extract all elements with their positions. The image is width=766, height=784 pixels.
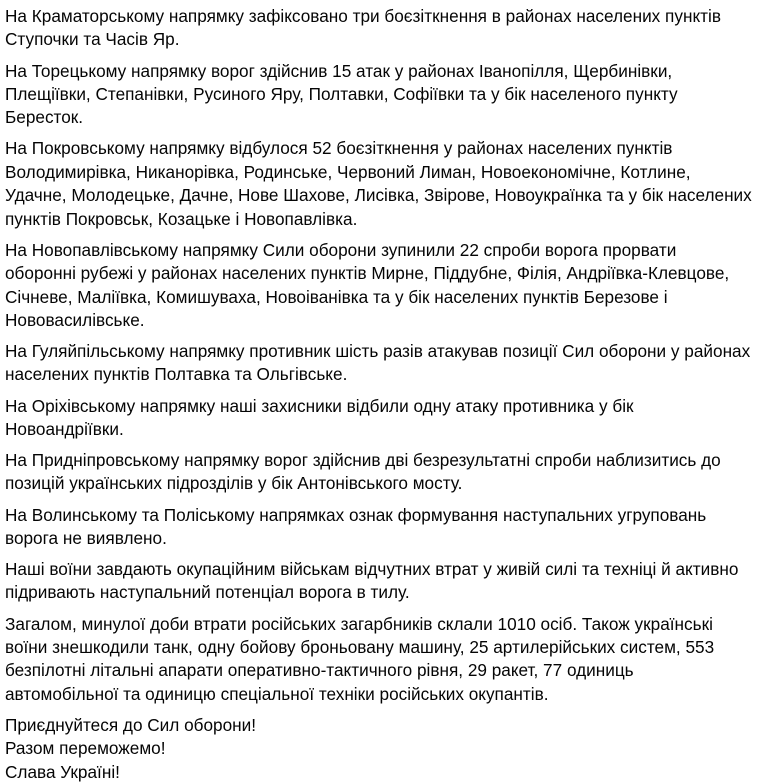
post-paragraph-volyn-polissia: На Волинському та Поліському напрямках ознак формування наступальних угруповань ворога не виявлено. bbox=[5, 504, 707, 548]
post-body bbox=[5, 5, 763, 784]
closing-line-join: Приєднуйтеся до Сил оборони! bbox=[5, 714, 257, 735]
post-paragraph-losses: Загалом, минулої доби втрати російських загарбників склали 1010 осіб. Також українські воїни знешкодили танк, одну бойову броньовану машину, 25 артилерійських систем, 553 безпілотні літальні апарати оперативно-тактичного рівня, 29 ракет, 77 одиниць автомобільної та одиницю спеціальної техніки російських окупантів. bbox=[5, 613, 715, 704]
post-paragraph-summary: Наші воїни завдають окупаційним військам відчутних втрат у живій силі та техніці й активно підривають наступальний потенціал ворога в тилу. bbox=[5, 559, 739, 603]
closing-line-glory: Слава Україні! bbox=[5, 761, 120, 782]
post-paragraph-novopavlivka: На Новопавлівському напрямку Сили оборони зупинили 22 спроби ворога прорвати оборонні рубежі у районах населених пунктів Мирне, Піддубне, Філія, Андріївка-Клевцове, Січневе, Маліївка, Комишуваха, Новоіванівка та у бік населених пунктів Березове і Нововасилівське. bbox=[5, 239, 730, 330]
closing-line-together: Разом переможемо! bbox=[5, 738, 166, 759]
post-paragraph-orikhiv: На Оріхівському напрямку наші захисники відбили одну атаку противника у бік Новоандріївки. bbox=[5, 395, 634, 439]
post-paragraph-prydniprovske: На Придніпровському напрямку ворог здійснив дві безрезультатні спроби наблизитись до позицій українських підрозділів у бік Антонівського мосту. bbox=[5, 450, 721, 494]
post-paragraph-kramatorsk: На Краматорському напрямку зафіксовано три боєзіткнення в районах населених пунктів Ступочки та Часів Яр. bbox=[5, 6, 721, 50]
post-paragraph-huliaipole: На Гуляйпільському напрямку противник шість разів атакував позиції Сил оборони у районах населених пунктів Полтавка та Ольгівське. bbox=[5, 341, 751, 385]
post-paragraph-pokrovsk: На Покровському напрямку відбулося 52 боєзіткнення у районах населених пунктів Володимирівка, Никанорівка, Родинське, Червоний Лиман, Новоекономічне, Котлине, Удачне, Молодецьке, Дачне, Нове Шахове, Лисівка, Звірове, Новоукраїнка та у бік населених пунктів Покровськ, Козацьке і Новопавлівка. bbox=[5, 138, 752, 229]
post-paragraph-toretsk: На Торецькому напрямку ворог здійснив 15 атак у районах Іванопілля, Щербинівки, Плещіївки, Степанівки, Русиного Яру, Полтавки, Софіївки та у бік населеного пункту Бересток. bbox=[5, 60, 678, 128]
